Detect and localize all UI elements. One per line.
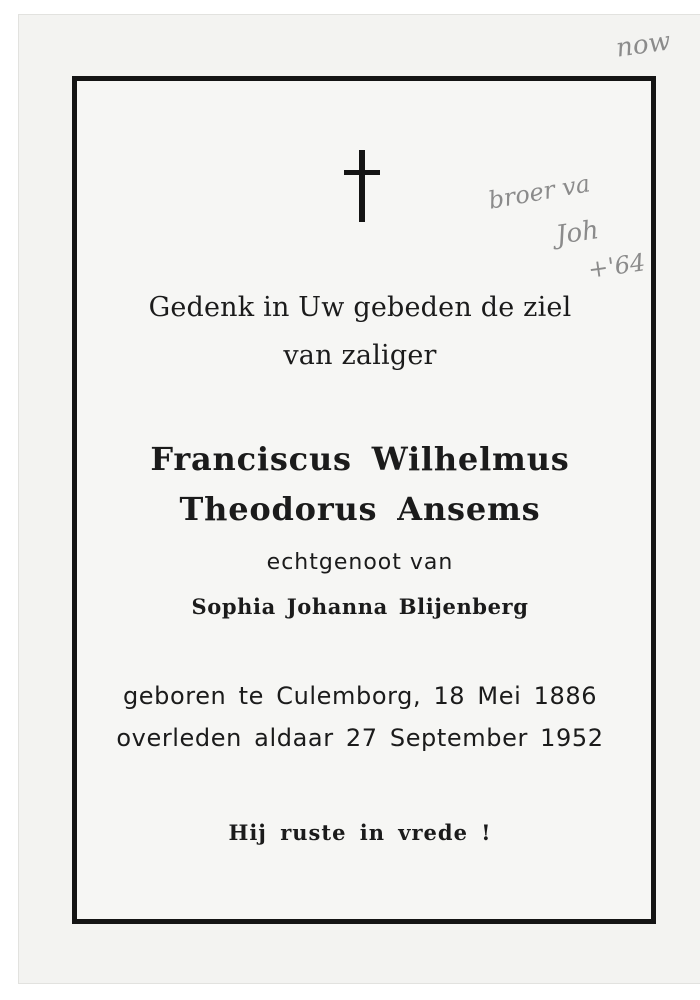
spouse-intro: echtgenoot van <box>266 550 454 575</box>
handwritten-corner-note: now <box>614 26 673 64</box>
closing-line: Hij ruste in vrede ! <box>228 820 492 845</box>
cross-icon <box>340 148 384 224</box>
spouse-name: Sophia Johanna Blijenberg <box>191 594 529 619</box>
handwritten-side-note-2: Joh <box>554 215 601 251</box>
prayer-line-1: Gedenk in Uw gebeden de ziel <box>148 292 572 323</box>
birth-line: geboren te Culemborg, 18 Mei 1886 <box>122 682 598 710</box>
deceased-name-line-2: Theodorus Ansems <box>179 490 541 528</box>
handwritten-side-note-1: broer va <box>486 169 593 215</box>
prayer-line-2: van zaliger <box>283 340 437 371</box>
death-line: overleden aldaar 27 September 1952 <box>116 724 604 752</box>
deceased-name-line-1: Franciscus Wilhelmus <box>150 440 570 478</box>
handwritten-side-note-3: +'64 <box>586 248 647 284</box>
